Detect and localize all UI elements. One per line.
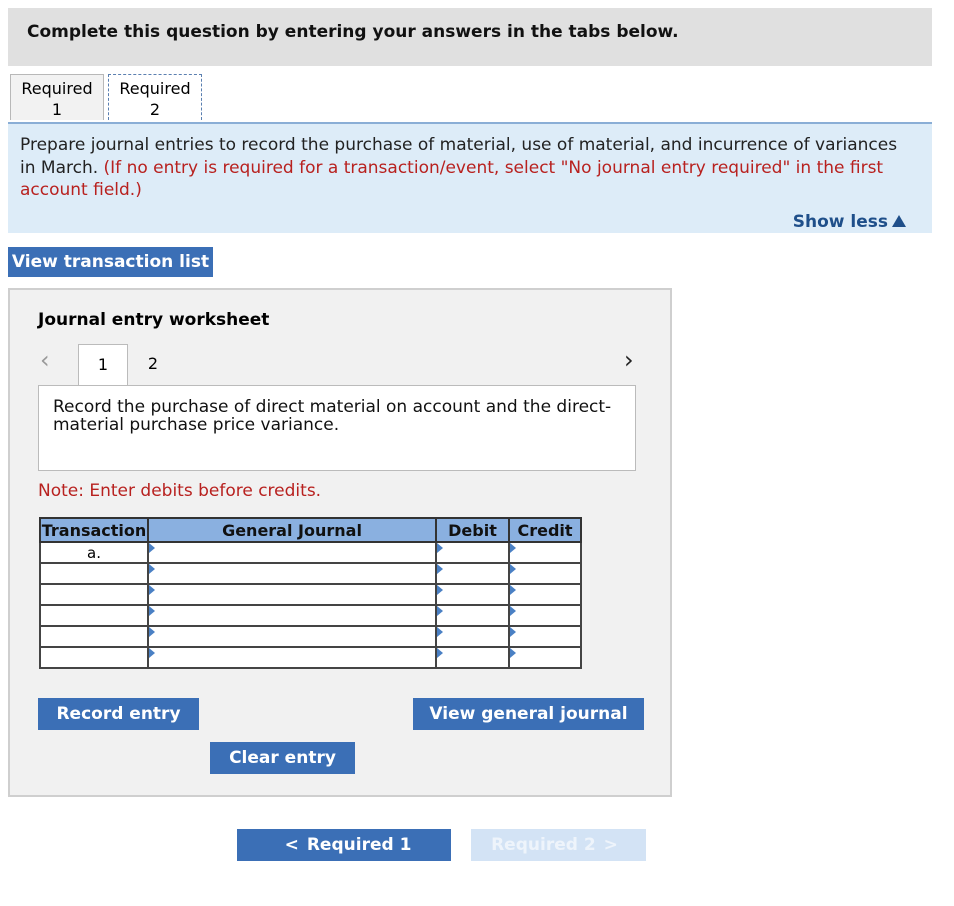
- prev-label: Required 1: [306, 835, 412, 855]
- view-general-journal-button[interactable]: View general journal: [413, 698, 644, 730]
- tab-label-line2: 2: [149, 100, 161, 119]
- account-cell[interactable]: [148, 542, 436, 563]
- credit-cell[interactable]: [509, 584, 581, 605]
- tab-label-line1: Required: [21, 79, 93, 98]
- previous-required-button[interactable]: [237, 829, 451, 861]
- show-less-label: Show less: [792, 212, 888, 232]
- journal-table: [39, 517, 582, 669]
- dropdown-marker-icon: [510, 585, 516, 595]
- account-cell[interactable]: [148, 626, 436, 647]
- transaction-cell[interactable]: [40, 563, 148, 584]
- debit-cell[interactable]: [436, 542, 509, 563]
- dropdown-marker-icon: [510, 627, 516, 637]
- header-text: Complete this question by entering your answers in the tabs below.: [27, 22, 679, 42]
- credit-cell[interactable]: [509, 605, 581, 626]
- worksheet-title: Journal entry worksheet: [38, 310, 270, 330]
- entry-description: Record the purchase of direct material on account and the direct-material purchase price variance.: [53, 397, 612, 435]
- account-cell[interactable]: [148, 563, 436, 584]
- dropdown-marker-icon: [437, 606, 443, 616]
- instructions-text: [20, 134, 900, 202]
- debit-cell[interactable]: [436, 563, 509, 584]
- chevron-left-icon: <: [284, 835, 299, 855]
- debit-cell[interactable]: [436, 626, 509, 647]
- dropdown-marker-icon: [437, 648, 443, 658]
- record-entry-button[interactable]: Record entry: [38, 698, 199, 730]
- dropdown-marker-icon: [149, 564, 155, 574]
- dropdown-marker-icon: [437, 585, 443, 595]
- debit-cell[interactable]: [436, 647, 509, 668]
- dropdown-marker-icon: [149, 585, 155, 595]
- instructions-note: (If no entry is required for a transaction/event, select "No journal entry required" in the first account field.): [20, 157, 884, 200]
- dropdown-marker-icon: [437, 543, 443, 553]
- transaction-cell[interactable]: [40, 647, 148, 668]
- page-tab-2[interactable]: 2: [147, 354, 159, 373]
- next-label: Required 2: [491, 835, 596, 855]
- instructions-main: Prepare journal entries to record the purchase of material, use of material, and incurrence of variances in March.: [20, 135, 898, 178]
- transaction-cell[interactable]: [40, 626, 148, 647]
- page-tab-1[interactable]: 1: [78, 344, 128, 386]
- chevron-right-icon: >: [603, 835, 618, 855]
- transaction-cell[interactable]: [40, 605, 148, 626]
- show-less-link[interactable]: [793, 212, 906, 232]
- credit-cell[interactable]: [509, 626, 581, 647]
- header-general-journal: General Journal: [148, 518, 436, 542]
- debit-cell[interactable]: [436, 584, 509, 605]
- entry-description-box: [38, 385, 636, 471]
- chevron-right-icon[interactable]: ›: [624, 346, 634, 374]
- dropdown-marker-icon: [149, 627, 155, 637]
- tab-required-2[interactable]: [108, 74, 202, 120]
- table-row: [40, 605, 581, 626]
- dropdown-marker-icon: [510, 606, 516, 616]
- table-row: [40, 647, 581, 668]
- dropdown-marker-icon: [510, 564, 516, 574]
- credit-cell[interactable]: [509, 563, 581, 584]
- tab-label-line1: Required: [119, 79, 191, 98]
- tab-label-line2: 1: [51, 100, 63, 119]
- chevron-left-icon[interactable]: ‹: [40, 346, 50, 374]
- table-row: [40, 542, 581, 563]
- account-cell[interactable]: [148, 584, 436, 605]
- triangle-up-icon: [892, 215, 906, 227]
- dropdown-marker-icon: [149, 648, 155, 658]
- table-header-row: [40, 518, 581, 542]
- account-cell[interactable]: [148, 605, 436, 626]
- transaction-cell[interactable]: a.: [40, 542, 148, 563]
- dropdown-marker-icon: [149, 606, 155, 616]
- credit-cell[interactable]: [509, 647, 581, 668]
- credit-cell[interactable]: [509, 542, 581, 563]
- table-row: [40, 626, 581, 647]
- dropdown-marker-icon: [510, 648, 516, 658]
- question-header: [8, 8, 932, 66]
- clear-entry-button[interactable]: Clear entry: [210, 742, 355, 774]
- table-row: [40, 584, 581, 605]
- instructions-panel: [8, 124, 932, 233]
- dropdown-marker-icon: [510, 543, 516, 553]
- tab-required-1[interactable]: [10, 74, 104, 120]
- journal-entry-worksheet: [8, 288, 672, 797]
- dropdown-marker-icon: [149, 543, 155, 553]
- next-required-button[interactable]: [471, 829, 646, 861]
- account-cell[interactable]: [148, 647, 436, 668]
- dropdown-marker-icon: [437, 627, 443, 637]
- transaction-cell[interactable]: [40, 584, 148, 605]
- header-debit: Debit: [436, 518, 509, 542]
- view-transaction-list-button[interactable]: View transaction list: [8, 247, 213, 277]
- debit-credit-note: Note: Enter debits before credits.: [38, 481, 322, 501]
- dropdown-marker-icon: [437, 564, 443, 574]
- table-row: [40, 563, 581, 584]
- debit-cell[interactable]: [436, 605, 509, 626]
- header-credit: Credit: [509, 518, 581, 542]
- header-transaction: Transaction: [40, 518, 148, 542]
